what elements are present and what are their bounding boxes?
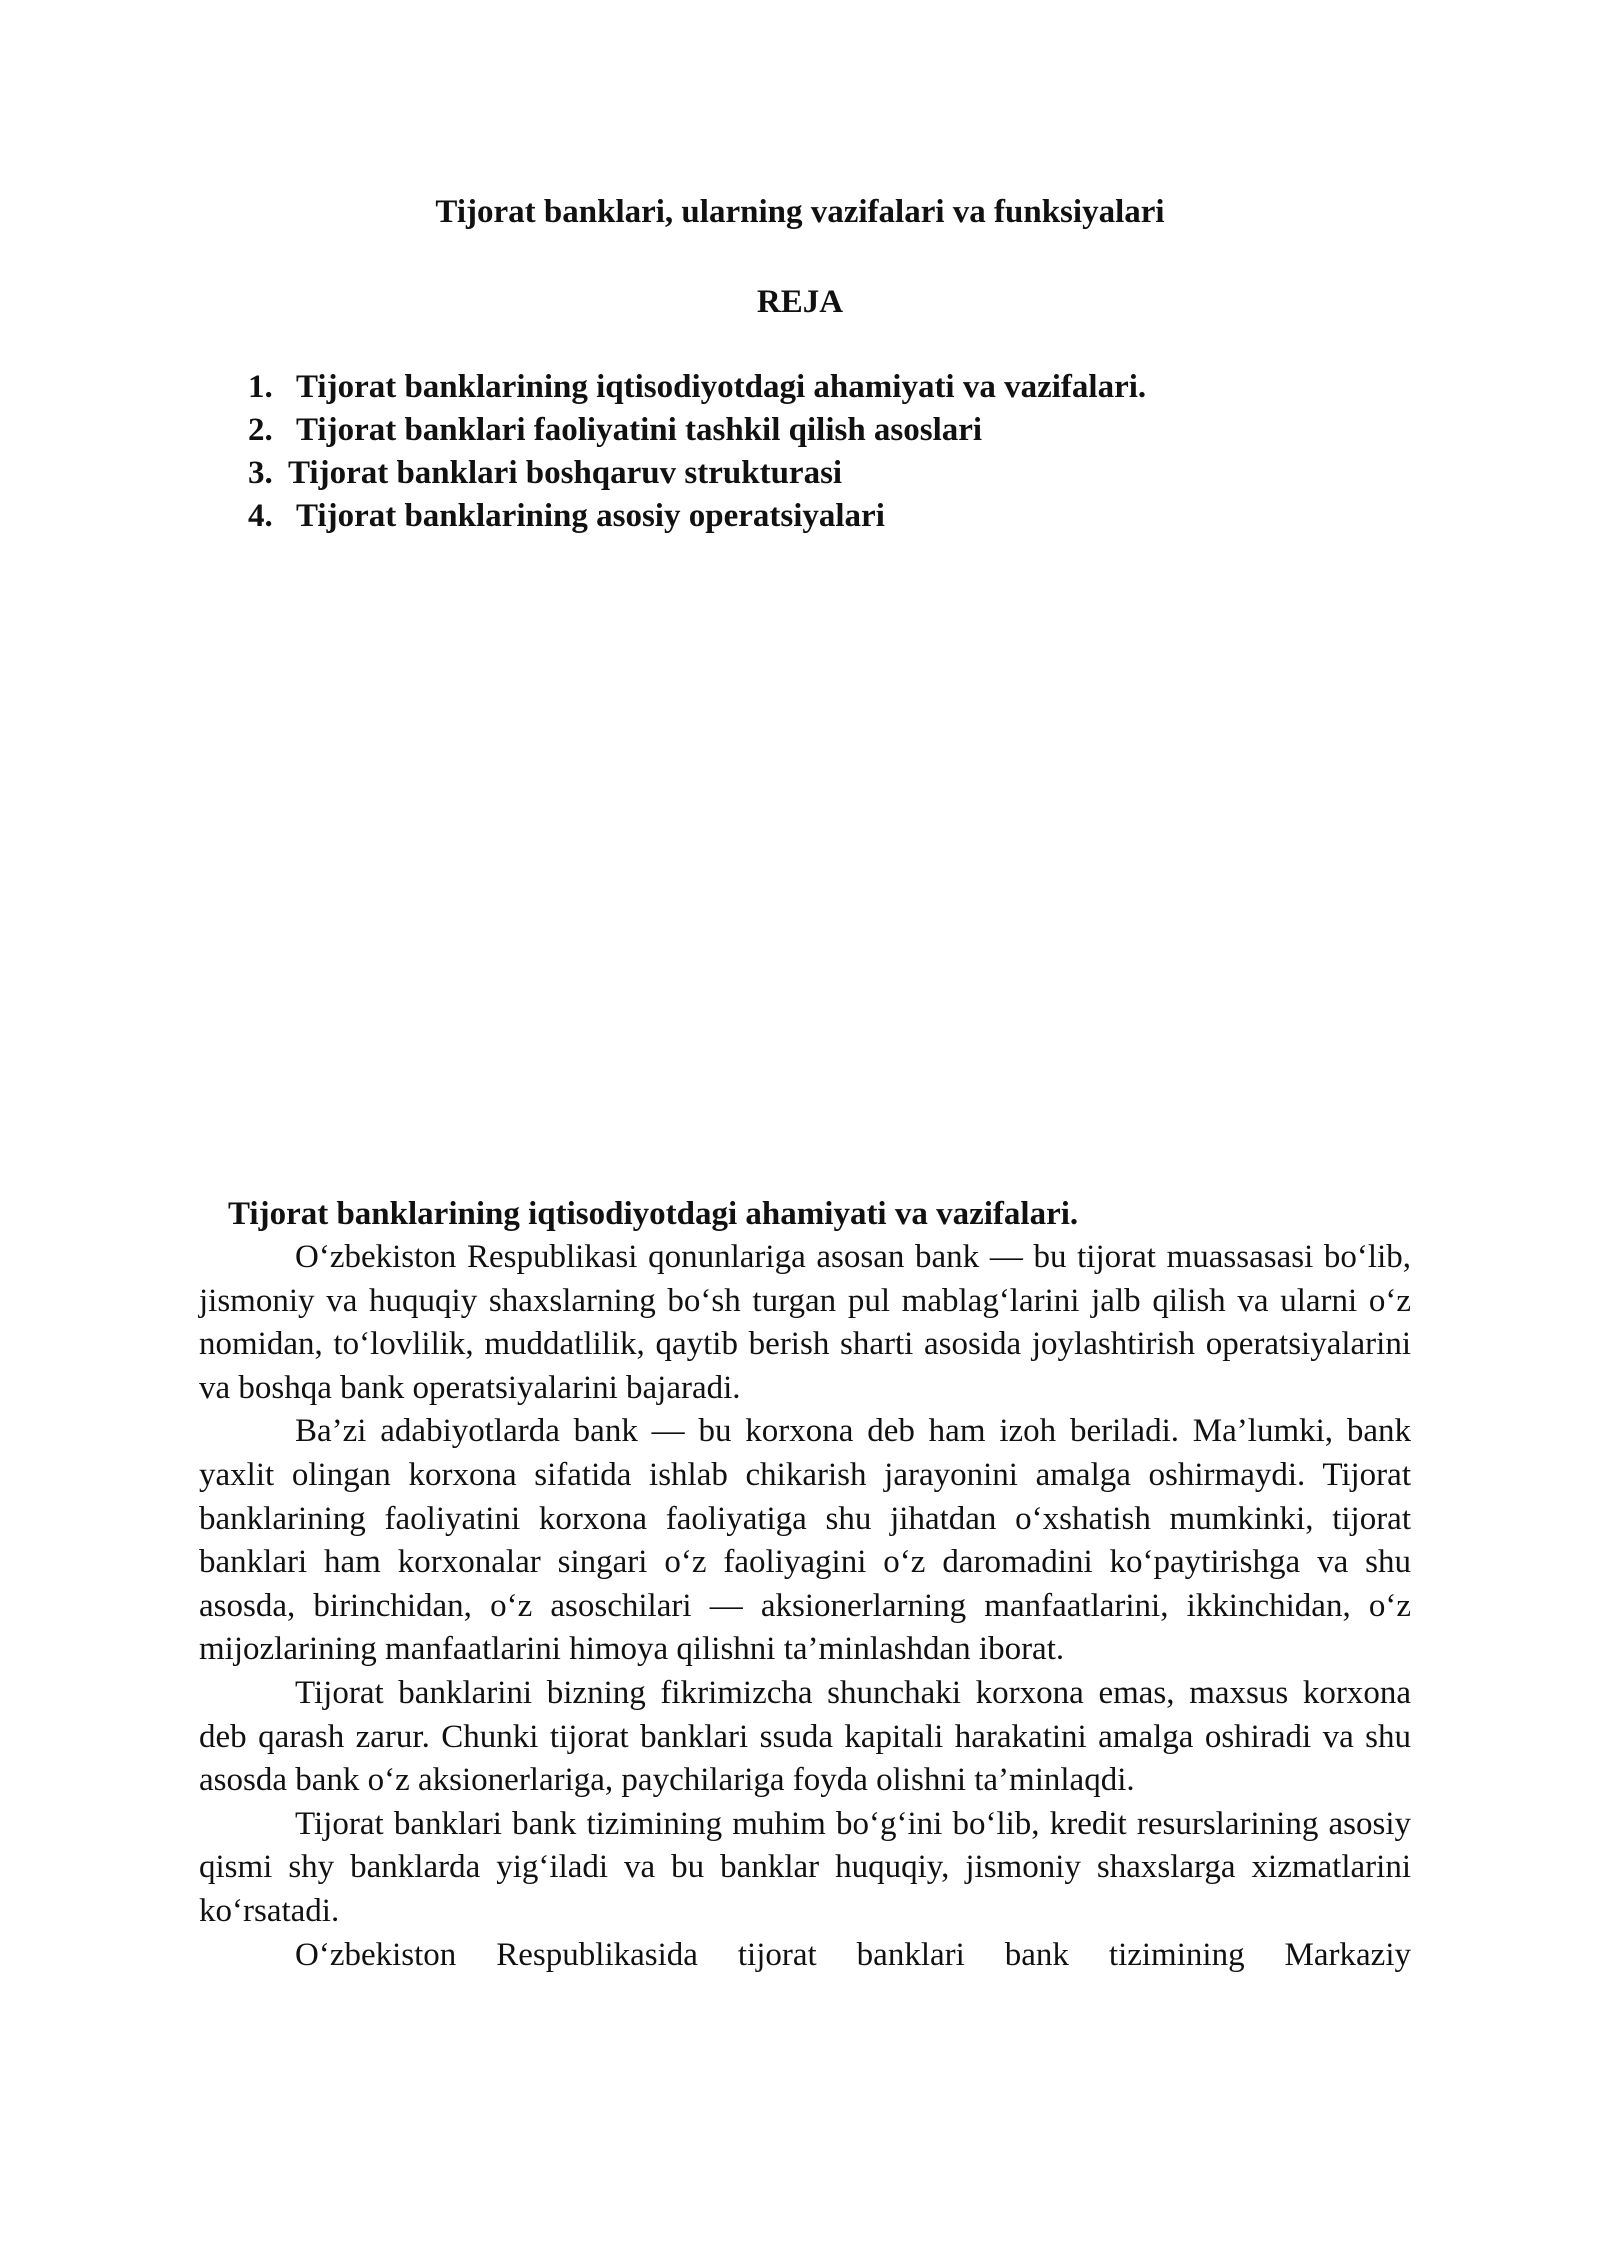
plan-item-text: Tijorat banklari boshqaruv strukturasi bbox=[288, 455, 843, 491]
plan-item-number: 2. bbox=[248, 412, 273, 448]
plan-item-text: Tijorat banklarining iqtisodiyotdagi ahamiyati va vazifalari. bbox=[296, 369, 1147, 405]
plan-item bbox=[248, 452, 1146, 495]
document-title: Tijorat banklari, ularning vazifalari va funksiyalari bbox=[435, 194, 1165, 230]
plan-item-number: 1. bbox=[248, 369, 273, 405]
plan-item bbox=[248, 366, 1146, 409]
paragraph: Tijorat banklari bank tizimining muhim bo‘g‘ini bo‘lib, kredit resurslarining asosiy qismi shy banklarda yig‘iladi va bu banklar huquqiy, jismoniy shaxslarga xizmatlarini ko‘rsatadi. bbox=[199, 1805, 1411, 1929]
plan-list bbox=[248, 366, 1146, 538]
plan-item-text: Tijorat banklarining asosiy operatsiyalari bbox=[296, 498, 885, 534]
plan-item-number: 4. bbox=[248, 498, 273, 534]
plan-item bbox=[248, 495, 1146, 538]
paragraph: O‘zbekiston Respublikasi qonunlariga asosan bank — bu tijorat muassasasi bo‘lib, jismoniy va huquqiy shaxslarning bo‘sh turgan pul mablag‘larini jalb qilish va ularni o‘z nomidan, to‘lovlilik, muddatlilik, qaytib berish sharti asosida joylashtirish operatsiyalarini va boshqa bank operatsiyalarini bajaradi. bbox=[199, 1239, 1411, 1406]
plan-heading: REJA bbox=[756, 284, 844, 320]
paragraph: O‘zbekiston Respublikasida tijorat banklari bank tizimining Markaziy bbox=[295, 1936, 1411, 1973]
plan-item-text: Tijorat banklari faoliyatini tashkil qilish asoslari bbox=[296, 412, 983, 448]
paragraph: Ba’zi adabiyotlarda bank — bu korxona deb ham izoh beriladi. Ma’lumki, bank yaxlit olingan korxona sifatida ishlab chikarish jarayonini amalga oshirmaydi. Tijorat banklarining faoliyatini korxona faoliyatiga shu jihatdan o‘xshatish mumkinki, tijorat banklari ham korxonalar singari o‘z faoliyagini o‘z daromadini ko‘paytirishga va shu asosda, birinchidan, o‘z asoschilari — aksionerlarning manfaatlarini, ikkinchidan, o‘z mijozlarining manfaatlarini himoya qilishni ta’minlashdan iborat. bbox=[199, 1413, 1411, 1668]
paragraph: Tijorat banklarini bizning fikrimizcha shunchaki korxona emas, maxsus korxona deb qarash zarur. Chunki tijorat banklari ssuda kapitali harakatini amalga oshiradi va shu asosda bank o‘z aksionerlariga, paychilariga foyda olishni ta’minlaqdi. bbox=[199, 1674, 1411, 1799]
body-text bbox=[199, 1236, 1411, 1977]
section-heading: Tijorat banklarining iqtisodiyotdagi ahamiyati va vazifalari. bbox=[228, 1196, 1079, 1232]
plan-item bbox=[248, 409, 1146, 452]
plan-item-number: 3. bbox=[248, 455, 273, 491]
